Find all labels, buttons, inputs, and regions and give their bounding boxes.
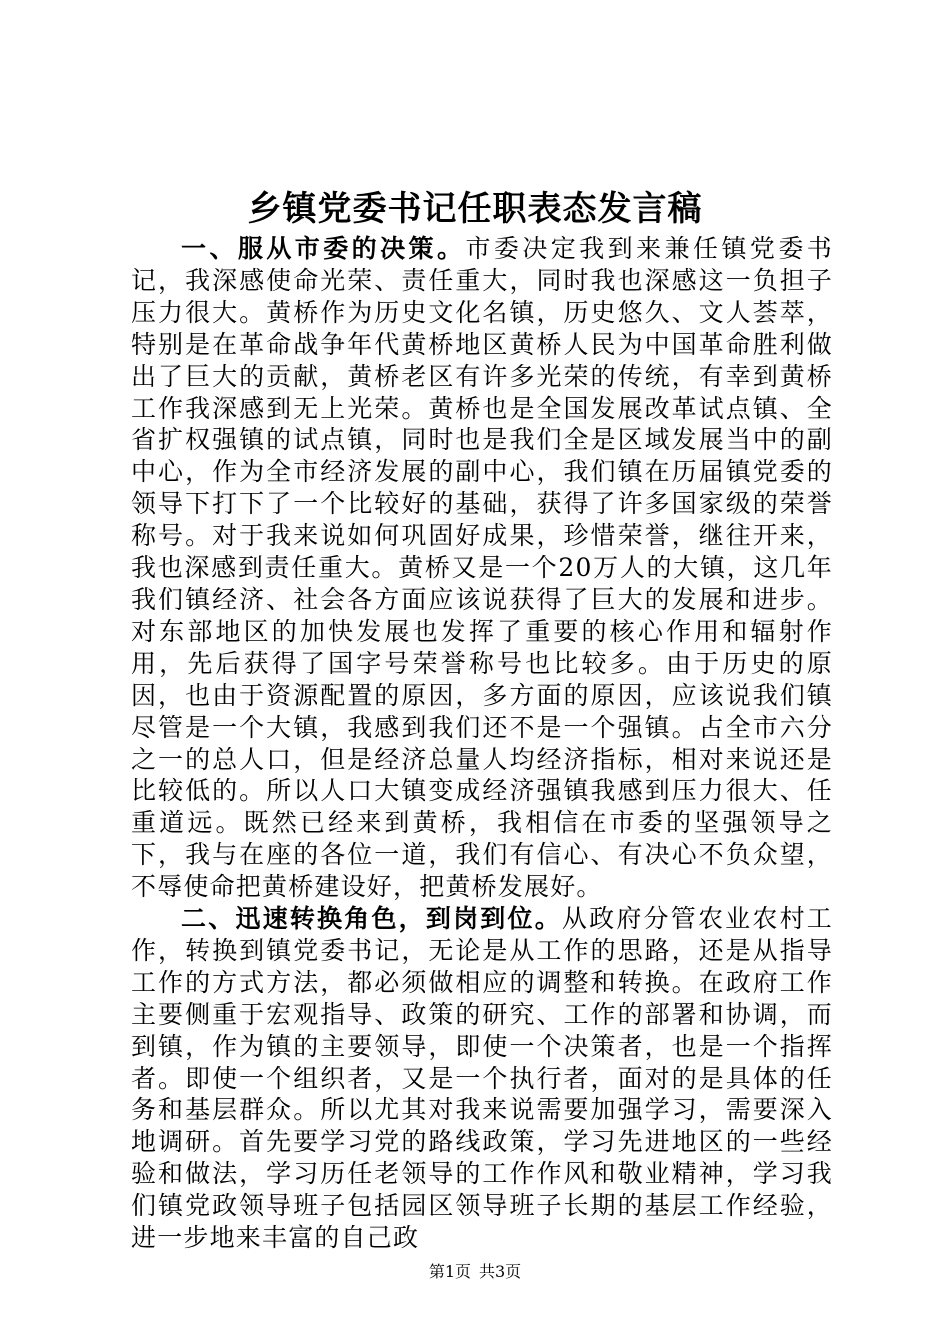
- paragraph-1-text: 市委决定我到来兼任镇党委书记，我深感使命光荣、责任重大，同时我也深感这一负担子压力很大。黄桥作为历史文化名镇，历史悠久、文人荟萃，特别是在革命战争年代黄桥地区黄桥人民为中国革命胜利做出了巨大的贡献，黄桥老区有许多光荣的传统，有幸到黄桥工作我深感到无上光荣。黄桥也是全国发展改革试点镇、全省扩权强镇的试点镇，同时也是我们全是区域发展当中的副中心，作为全市经济发展的副中心，我们镇在历届镇党委的领导下打下了一个比较好的基础，获得了许多国家级的荣誉称号。对于我来说如何巩固好成果，珍惜荣誉，继往开来，我也深感到责任重大。黄桥又是一个20万人的大镇，这几年我们镇经济、社会各方面应该说获得了巨大的发展和进步。对东部地区的加快发展也发挥了重要的核心作用和辐射作用，先后获得了国字号荣誉称号也比较多。由于历史的原因，也由于资源配置的原因，多方面的原因，应该说我们镇尽管是一个大镇，我感到我们还不是一个强镇。占全市六分之一的总人口，但是经济总量人均经济指标，相对来说还是比较低的。所以人口大镇变成经济强镇我感到压力很大、任重道远。既然已经来到黄桥，我相信在市委的坚强领导之下，我与在座的各位一道，我们有信心、有决心不负众望，不辱使命把黄桥建设好，把黄桥发展好。: [131, 234, 833, 902]
- page-number: 第1页: [428, 1262, 471, 1281]
- document-body: [131, 233, 833, 1254]
- document-title: 乡镇党委书记任职表态发言稿: [247, 189, 703, 229]
- paragraph-2-heading: 二、迅速转换角色，到岗到位。: [181, 904, 562, 934]
- page-footer: [0, 1262, 950, 1282]
- paragraph-1: [131, 233, 833, 903]
- page-total: 共3页: [479, 1262, 522, 1281]
- paragraph-1-heading: 一、服从市委的决策。: [181, 234, 466, 263]
- paragraph-2: [131, 903, 833, 1254]
- paragraph-2-text: 从政府分管农业农村工作，转换到镇党委书记，无论是从工作的思路，还是从指导工作的方式方法，都必须做相应的调整和转换。在政府工作主要侧重于宏观指导、政策的研究、工作的部署和协调，而到镇，作为镇的主要领导，即使一个决策者，也是一个指挥者。即使一个组织者，又是一个执行者，面对的是具体的任务和基层群众。所以尤其对我来说需要加强学习，需要深入地调研。首先要学习党的路线政策，学习先进地区的一些经验和做法，学习历任老领导的工作作风和敬业精神，学习我们镇党政领导班子包括园区领导班子长期的基层工作经验，进一步地来丰富的自己政: [131, 904, 833, 1253]
